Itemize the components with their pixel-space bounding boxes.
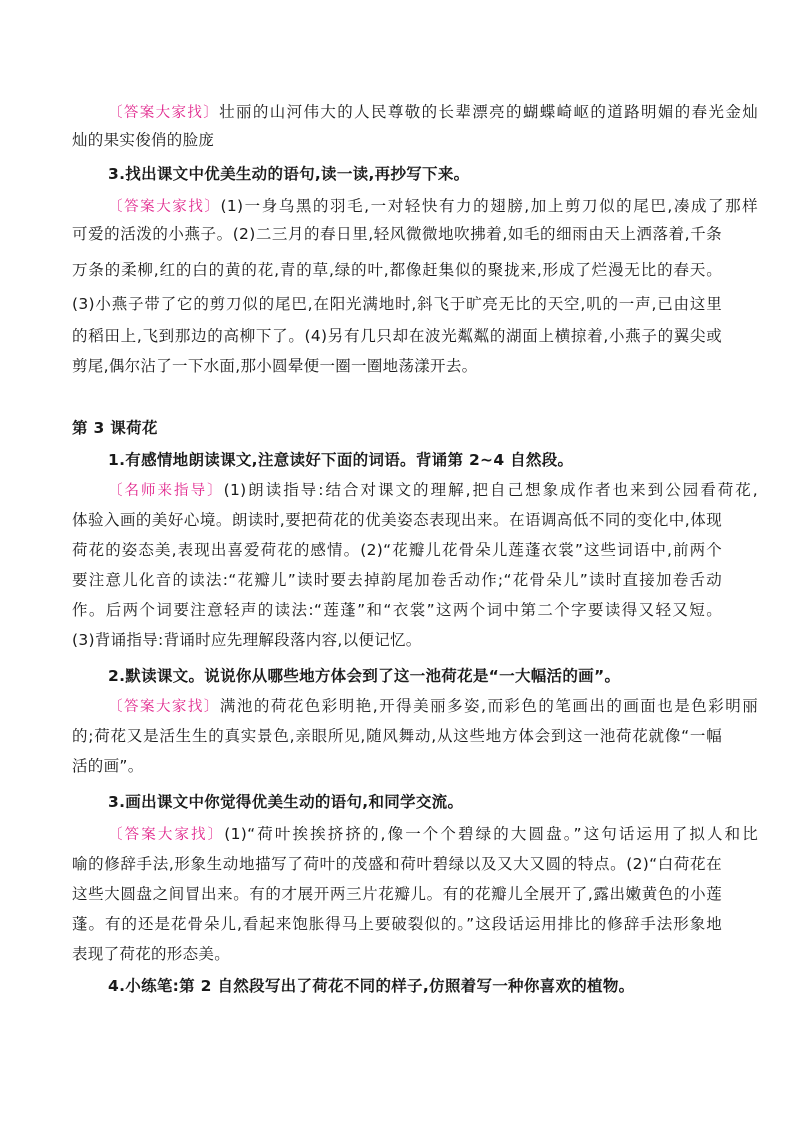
- answer-paragraph-line: 万条的柔柳,红的白的黄的花,青的草,绿的叶,都像赶集似的聚拢来,形成了烂漫无比的春天。: [72, 261, 722, 279]
- answer-text: (1)一身乌黑的羽毛,一对轻快有力的翅膀,加上剪刀似的尾巴,凑成了那样: [220, 197, 758, 215]
- answer-paragraph-line: [108, 820, 758, 849]
- answer-paragraph-line: [108, 692, 758, 721]
- answer-text: (1)“荷叶挨挨挤挤的,像一个个碧绿的大圆盘。”这句话运用了拟人和比: [224, 825, 758, 843]
- guidance-paragraph-line: 荷花的姿态美,表现出喜爱荷花的感情。(2)“花瓣儿花骨朵儿莲蓬衣裳”这些词语中,前两个: [72, 541, 722, 559]
- answer-tag: 〔答案大家找〕: [108, 105, 220, 121]
- answer-paragraph-line: 剪尾,偶尔沾了一下水面,那小圆晕便一圈一圈地荡漾开去。: [72, 357, 478, 375]
- answer-paragraph-line: 可爱的活泼的小燕子。(2)二三月的春日里,轻风微微地吹拂着,如毛的细雨由天上洒落着,千条: [72, 225, 722, 243]
- answer-tag: 〔答案大家找〕: [108, 827, 225, 843]
- answer-tag: 〔答案大家找〕: [108, 199, 221, 215]
- question-heading: 4.小练笔:第 2 自然段写出了荷花不同的样子,仿照着写一种你喜欢的植物。: [108, 977, 635, 995]
- answer-paragraph-line: 蓬。有的还是花骨朵儿,看起来饱胀得马上要破裂似的。”这段话运用排比的修辞手法形象地: [72, 915, 722, 933]
- guidance-paragraph-line: 体验入画的美好心境。朗读时,要把荷花的优美姿态表现出来。在语调高低不同的变化中,体现: [72, 511, 722, 529]
- guidance-text: (1)朗读指导:结合对课文的理解,把自己想象成作者也来到公园看荷花,: [223, 481, 758, 499]
- guidance-paragraph-line: (3)背诵指导:背诵时应先理解段落内容,以便记忆。: [72, 631, 422, 649]
- answer-paragraph-line: 灿的果实俊俏的脸庞: [72, 131, 215, 149]
- answer-paragraph-line: 表现了荷花的形态美。: [72, 945, 231, 963]
- answer-tag: 〔答案大家找〕: [108, 699, 220, 715]
- guidance-paragraph-line: [108, 476, 758, 505]
- question-heading: 1.有感情地朗读课文,注意读好下面的词语。背诵第 2~4 自然段。: [108, 451, 574, 469]
- lesson-title: 第 3 课荷花: [72, 419, 158, 437]
- answer-paragraph-line: 这些大圆盘之间冒出来。有的才展开两三片花瓣儿。有的花瓣儿全展开了,露出嫩黄色的小莲: [72, 885, 722, 903]
- question-heading: 3.画出课文中你觉得优美生动的语句,和同学交流。: [108, 793, 464, 811]
- answer-paragraph-line: 活的画”。: [72, 757, 144, 775]
- answer-text: 壮丽的山河伟大的人民尊敬的长辈漂亮的蝴蝶崎岖的道路明媚的春光金灿: [219, 103, 758, 121]
- teacher-tag: 〔名师来指导〕: [108, 483, 224, 499]
- answer-paragraph-line: 的;荷花又是活生生的真实景色,亲眼所见,随风舞动,从这些地方体会到这一池荷花就像“一幅: [72, 727, 722, 745]
- answer-paragraph-line: 的稻田上,飞到那边的高柳下了。(4)另有几只却在波光粼粼的湖面上横掠着,小燕子的翼尖或: [72, 327, 722, 345]
- question-heading: 3.找出课文中优美生动的语句,读一读,再抄写下来。: [108, 165, 470, 183]
- answer-paragraph-line: (3)小燕子带了它的剪刀似的尾巴,在阳光满地时,斜飞于旷亮无比的天空,叽的一声,已由这里: [72, 295, 722, 313]
- answer-paragraph-line: [108, 98, 758, 127]
- answer-paragraph-line: [108, 192, 758, 221]
- answer-text: 满池的荷花色彩明艳,开得美丽多姿,而彩色的笔画出的画面也是色彩明丽: [219, 697, 758, 715]
- question-heading: 2.默读课文。说说你从哪些地方体会到了这一池荷花是“一大幅活的画”。: [108, 667, 621, 685]
- guidance-paragraph-line: 作。后两个词要注意轻声的读法:“莲蓬”和“衣裳”这两个词中第二个字要读得又轻又短。: [72, 601, 722, 619]
- guidance-paragraph-line: 要注意儿化音的读法:“花瓣儿”读时要去掉韵尾加卷舌动作;“花骨朵儿”读时直接加卷舌动: [72, 571, 722, 589]
- answer-paragraph-line: 喻的修辞手法,形象生动地描写了荷叶的茂盛和荷叶碧绿以及又大又圆的特点。(2)“白荷花在: [72, 855, 722, 873]
